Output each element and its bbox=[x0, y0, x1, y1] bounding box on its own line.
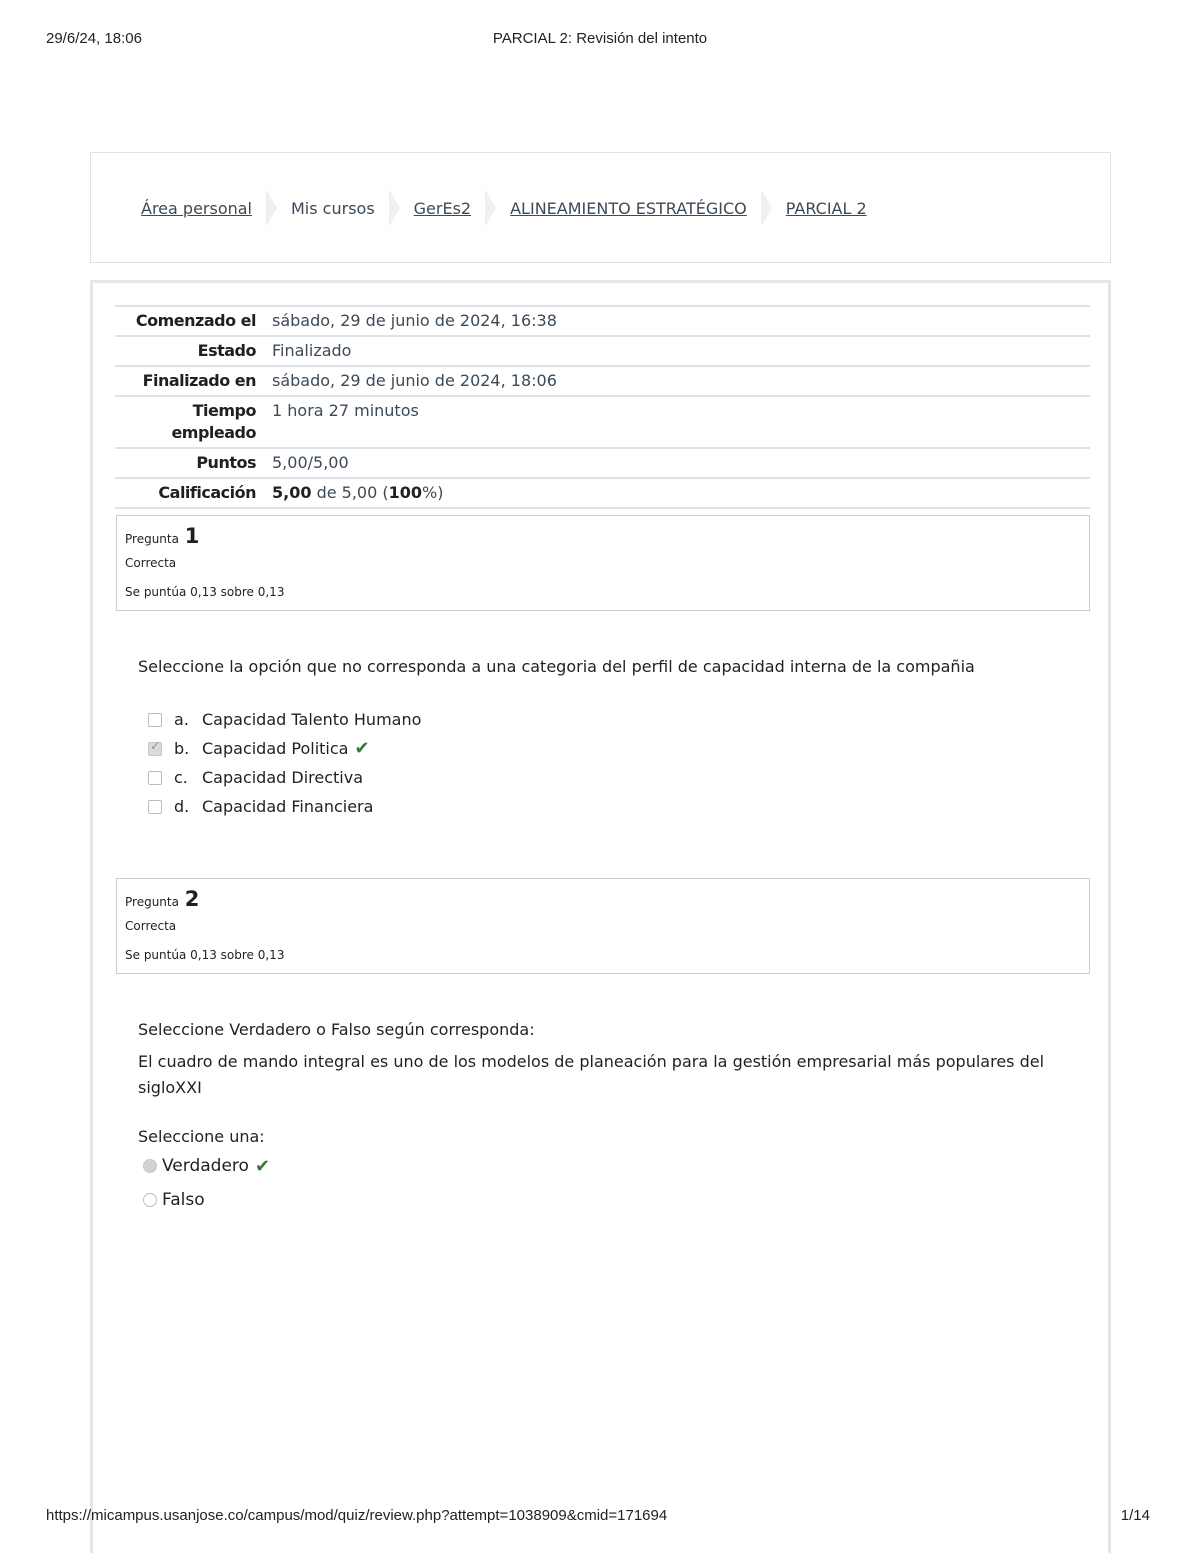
breadcrumb-item-mis-cursos: Mis cursos bbox=[291, 198, 375, 218]
question-state: Correcta bbox=[125, 556, 177, 570]
breadcrumb-separator-icon bbox=[389, 189, 400, 227]
question-number bbox=[125, 887, 199, 911]
checkbox-d[interactable] bbox=[148, 800, 162, 814]
answer-option-false[interactable] bbox=[143, 1183, 270, 1217]
answer-option-true[interactable] bbox=[143, 1149, 270, 1183]
checkbox-a[interactable] bbox=[148, 713, 162, 727]
breadcrumb-link-quiz[interactable]: PARCIAL 2 bbox=[785, 198, 867, 218]
question-2-text-statement: El cuadro de mando integral es uno de los modelos de planeación para la gestión empresarial más populares del sigloXXI bbox=[138, 1052, 1045, 1097]
summary-row-state bbox=[115, 336, 1090, 366]
summary-label-line: Tiempo bbox=[192, 401, 256, 420]
answer-option-d[interactable] bbox=[148, 792, 421, 821]
print-url: https://micampus.usanjose.co/campus/mod/quiz/review.php?attempt=1038909&cmid=171694 bbox=[46, 1507, 668, 1524]
summary-value: 1 hora 27 minutos bbox=[272, 396, 1090, 448]
radio-true-selected[interactable] bbox=[143, 1159, 157, 1173]
summary-value bbox=[272, 478, 1090, 508]
grade-score: 5,00 bbox=[272, 483, 312, 502]
summary-label: Puntos bbox=[115, 448, 272, 478]
summary-value: 5,00/5,00 bbox=[272, 448, 1090, 478]
question-label: Pregunta bbox=[125, 895, 179, 909]
question-number-value: 1 bbox=[184, 524, 200, 548]
breadcrumb-link-section[interactable]: ALINEAMIENTO ESTRATÉGICO bbox=[510, 198, 747, 218]
question-2-info bbox=[116, 878, 1090, 974]
grade-tail: %) bbox=[422, 483, 444, 502]
print-page-number: 1/14 bbox=[1120, 1507, 1150, 1524]
summary-row-started bbox=[115, 306, 1090, 336]
grade-percent: 100 bbox=[388, 483, 423, 502]
answer-text: Verdadero bbox=[162, 1156, 249, 1176]
attempt-summary-table bbox=[115, 305, 1090, 509]
summary-label: Calificación bbox=[115, 478, 272, 508]
answer-option-c[interactable] bbox=[148, 763, 421, 792]
answer-letter: b. bbox=[174, 739, 190, 758]
summary-label bbox=[115, 396, 272, 448]
summary-label-line: empleado bbox=[171, 423, 256, 442]
checkbox-b-checked[interactable] bbox=[148, 742, 162, 756]
answer-text: Capacidad Talento Humano bbox=[202, 710, 422, 729]
breadcrumb-container bbox=[90, 152, 1111, 263]
summary-row-time-taken bbox=[115, 396, 1090, 448]
checkbox-c[interactable] bbox=[148, 771, 162, 785]
answer-letter: a. bbox=[174, 710, 189, 729]
print-footer bbox=[0, 1507, 1200, 1527]
print-title: PARCIAL 2: Revisión del intento bbox=[492, 30, 708, 47]
answer-text: Falso bbox=[162, 1190, 205, 1210]
answer-letter: c. bbox=[174, 768, 188, 787]
summary-label: Comenzado el bbox=[115, 306, 272, 336]
summary-value: sábado, 29 de junio de 2024, 16:38 bbox=[272, 306, 1090, 336]
summary-value: sábado, 29 de junio de 2024, 18:06 bbox=[272, 366, 1090, 396]
summary-value: Finalizado bbox=[272, 336, 1090, 366]
breadcrumb-separator-icon bbox=[485, 189, 496, 227]
question-2-text-intro: Seleccione Verdadero o Falso según corresponda: bbox=[138, 1020, 535, 1039]
question-1-answers bbox=[148, 705, 421, 821]
print-date: 29/6/24, 18:06 bbox=[46, 30, 142, 47]
correct-check-icon: ✔ bbox=[254, 1155, 271, 1177]
answer-option-a[interactable] bbox=[148, 705, 421, 734]
question-1-info bbox=[116, 515, 1090, 611]
answer-text: Capacidad Financiera bbox=[202, 797, 374, 816]
summary-row-grade bbox=[115, 478, 1090, 508]
question-state: Correcta bbox=[125, 919, 177, 933]
question-grade: Se puntúa 0,13 sobre 0,13 bbox=[125, 585, 285, 599]
question-1-text: Seleccione la opción que no corresponda a una categoria del perfil de capacidad interna de la compañia bbox=[138, 657, 975, 676]
breadcrumb-separator-icon bbox=[266, 189, 277, 227]
question-number-value: 2 bbox=[184, 887, 200, 911]
breadcrumb bbox=[141, 195, 867, 221]
summary-row-finished bbox=[115, 366, 1090, 396]
breadcrumb-link-area-personal[interactable]: Área personal bbox=[141, 198, 252, 218]
answer-text: Capacidad Directiva bbox=[202, 768, 364, 787]
attempt-review-region bbox=[90, 280, 1111, 1553]
question-number bbox=[125, 524, 199, 548]
question-2-prompt: Seleccione una: bbox=[138, 1127, 265, 1146]
radio-false[interactable] bbox=[143, 1193, 157, 1207]
answer-option-b[interactable] bbox=[148, 734, 421, 763]
question-label: Pregunta bbox=[125, 532, 179, 546]
question-grade: Se puntúa 0,13 sobre 0,13 bbox=[125, 948, 285, 962]
summary-label: Estado bbox=[115, 336, 272, 366]
summary-row-marks bbox=[115, 448, 1090, 478]
answer-text: Capacidad Politica bbox=[202, 739, 349, 758]
correct-check-icon: ✔ bbox=[354, 738, 370, 759]
breadcrumb-separator-icon bbox=[761, 189, 772, 227]
question-2-answers bbox=[143, 1149, 270, 1217]
summary-label: Finalizado en bbox=[115, 366, 272, 396]
grade-of: de 5,00 ( bbox=[311, 483, 389, 502]
print-header bbox=[0, 30, 1200, 50]
answer-letter: d. bbox=[174, 797, 190, 816]
breadcrumb-link-course[interactable]: GerEs2 bbox=[413, 198, 472, 218]
